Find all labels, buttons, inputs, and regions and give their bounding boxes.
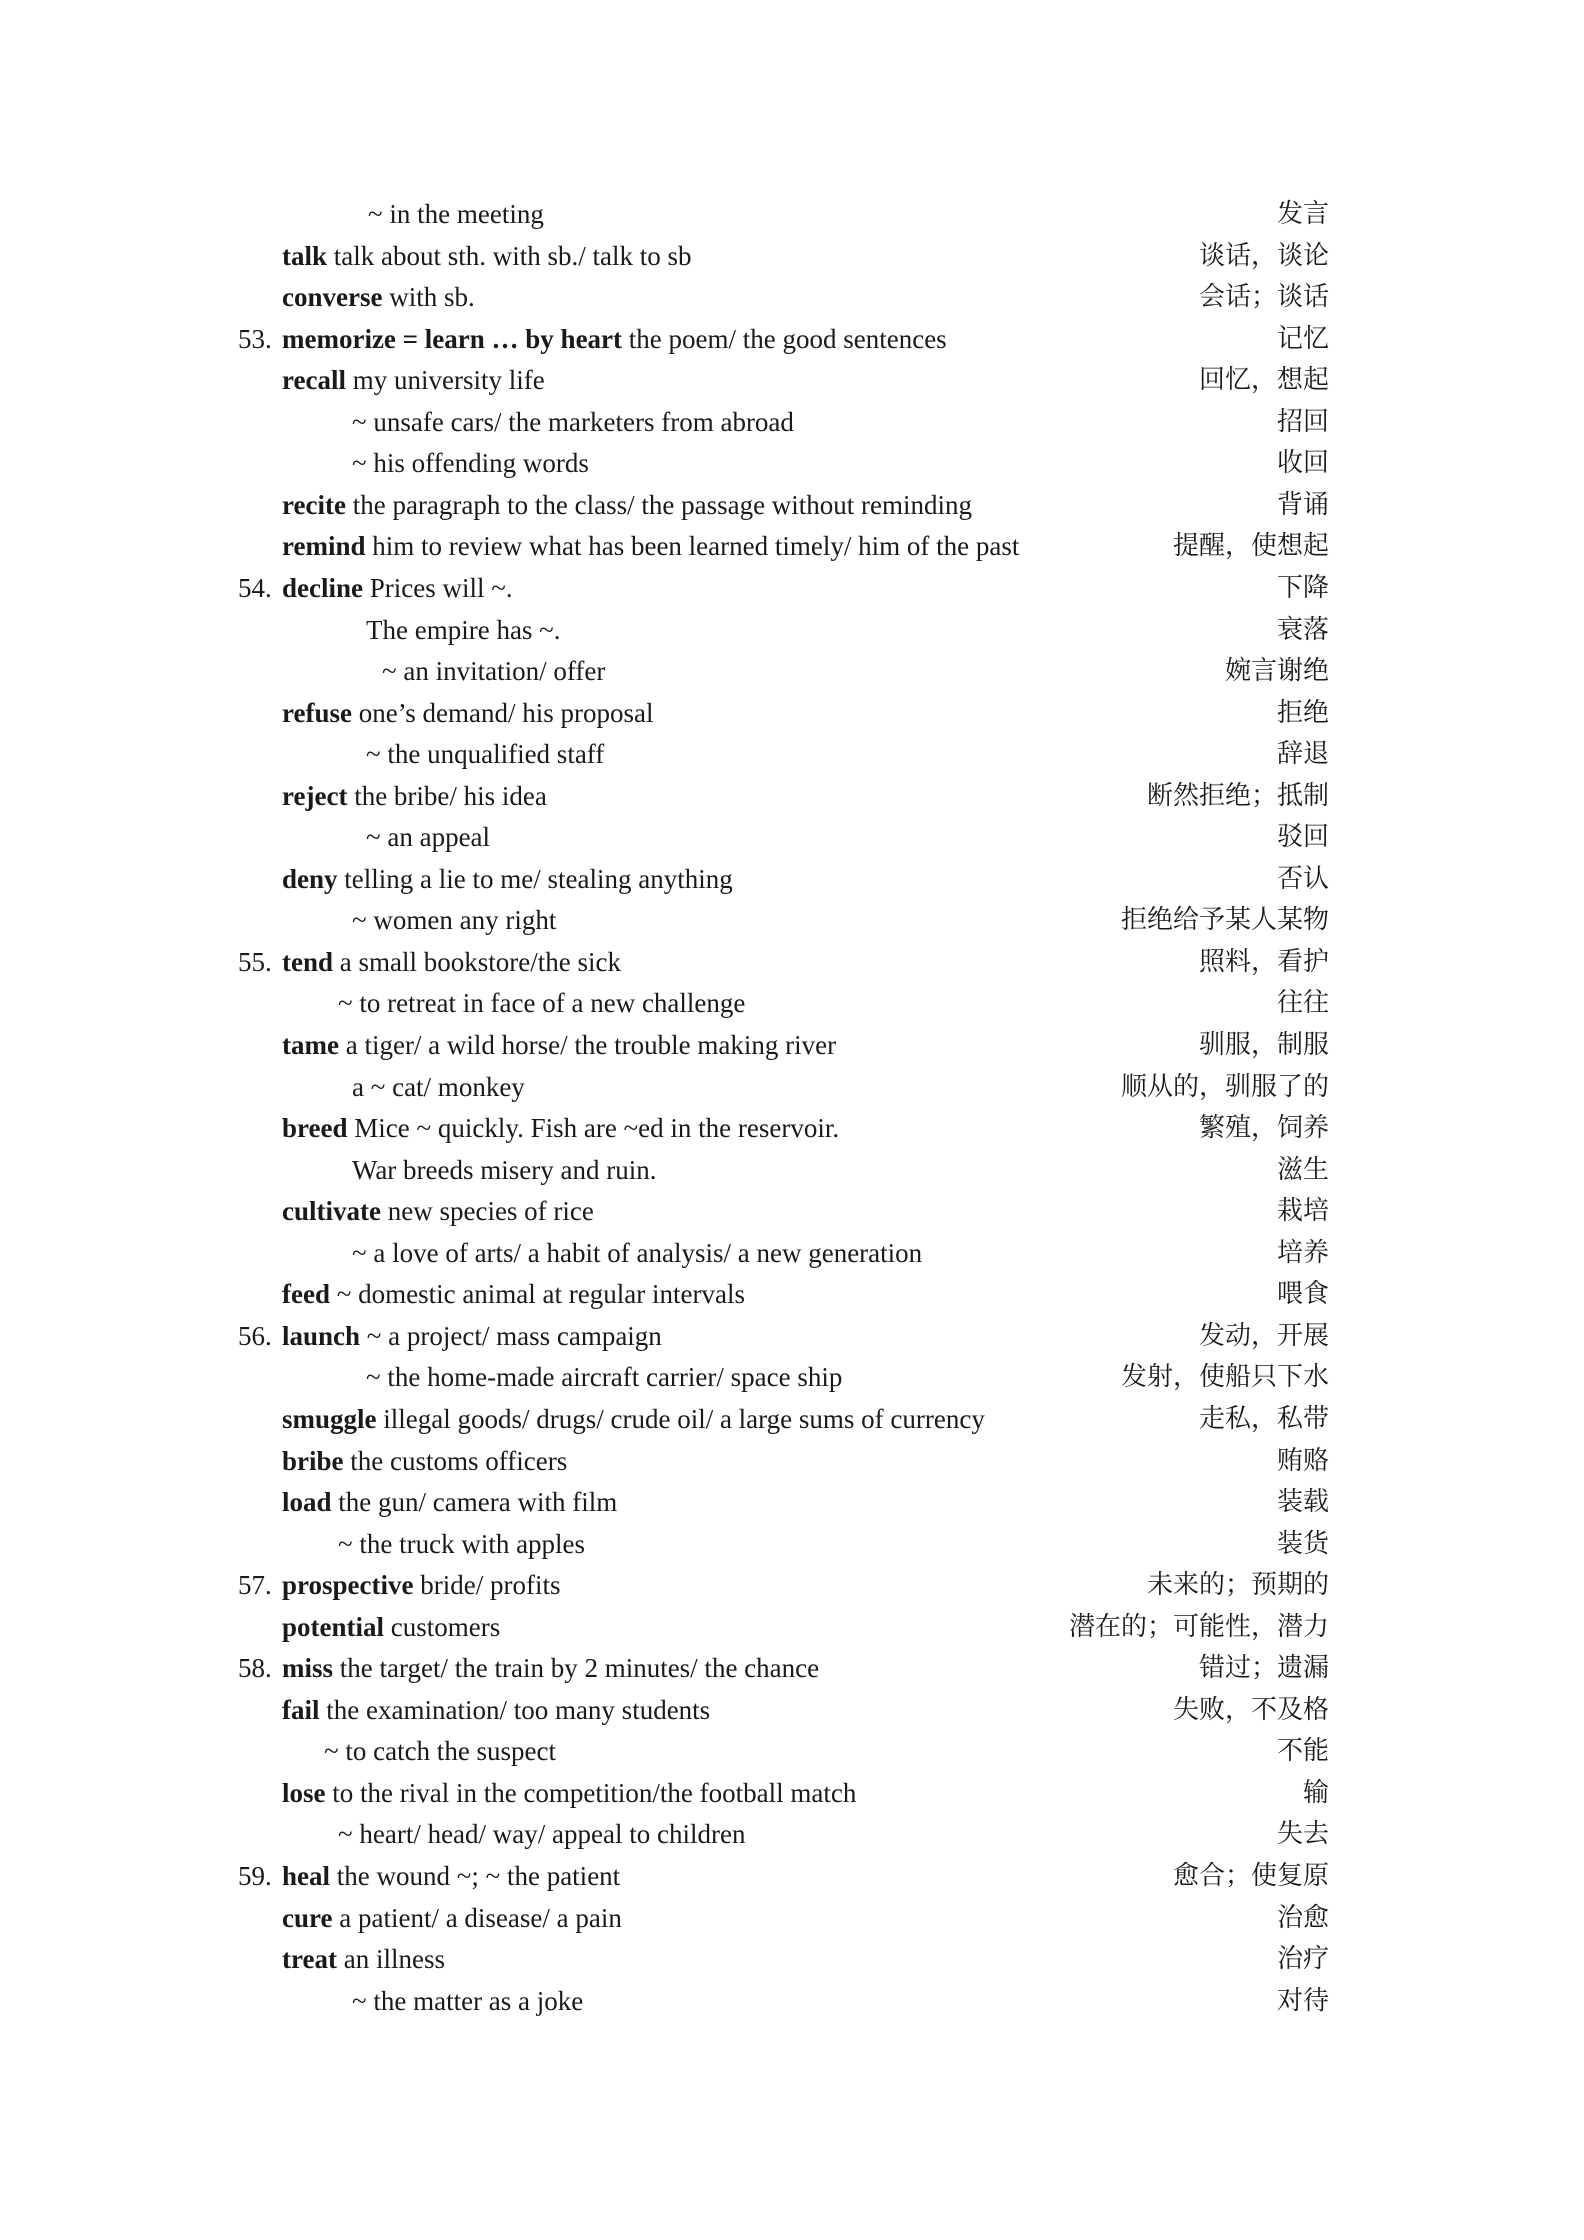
headword: deny (282, 863, 338, 894)
vocab-entry (0, 1067, 1584, 1109)
entry-number: 56. (238, 1320, 272, 1351)
english-phrase (352, 1067, 525, 1109)
chinese-meaning: 婉言谢绝 (1224, 656, 1329, 687)
vocab-entry (0, 1939, 1584, 1981)
english-phrase (352, 1981, 583, 2023)
usage-text: the examination/ too many students (319, 1694, 711, 1725)
chinese-meaning: 记忆 (1276, 323, 1329, 354)
headword: treat (282, 1944, 337, 1975)
usage-text: ~ unsafe cars/ the marketers from abroad (352, 406, 794, 437)
usage-text: the gun/ camera with film (331, 1487, 618, 1518)
headword: potential (282, 1611, 385, 1642)
usage-text: ~ to retreat in face of a new challenge (338, 988, 746, 1019)
vocab-entry (0, 1773, 1584, 1815)
usage-text: ~ a love of arts/ a habit of analysis/ a new generation (352, 1237, 923, 1268)
vocab-entry (0, 900, 1584, 942)
english-phrase (352, 443, 589, 485)
chinese-meaning: 不能 (1276, 1736, 1329, 1767)
vocab-entry (0, 277, 1584, 319)
usage-text: ~ an invitation/ offer (382, 656, 606, 687)
usage-text: the target/ the train by 2 minutes/ the chance (333, 1653, 820, 1684)
chinese-meaning: 会话；谈话 (1198, 282, 1329, 313)
headword: reject (282, 780, 348, 811)
usage-text: ~ the truck with apples (338, 1528, 586, 1559)
vocab-entry (0, 1690, 1584, 1732)
chinese-meaning: 提醒，使想起 (1172, 531, 1329, 562)
english-phrase (366, 1357, 842, 1399)
english-phrase (282, 1025, 836, 1067)
vocab-entry (0, 1607, 1584, 1649)
usage-text: bride/ profits (413, 1570, 561, 1601)
usage-text: a patient/ a disease/ a pain (332, 1902, 622, 1933)
entry-number: 57. (238, 1570, 272, 1601)
chinese-meaning: 回忆，想起 (1198, 365, 1329, 396)
usage-text: The empire has ~. (366, 614, 561, 645)
vocab-entry (0, 236, 1584, 278)
headword: smuggle (282, 1403, 377, 1434)
english-phrase (282, 236, 692, 278)
chinese-meaning: 失败，不及格 (1172, 1694, 1329, 1725)
english-phrase (366, 734, 604, 776)
english-phrase (366, 817, 490, 859)
vocab-entry (0, 1191, 1584, 1233)
headword: heal (282, 1861, 331, 1891)
vocab-entry (0, 485, 1584, 527)
usage-text: with sb. (382, 282, 475, 313)
chinese-meaning: 错过；遗漏 (1198, 1653, 1329, 1684)
headword: memorize = learn … by heart (282, 323, 623, 354)
vocab-entry (0, 817, 1584, 859)
english-phrase (338, 1524, 585, 1566)
vocab-entry (0, 1856, 1584, 1898)
chinese-meaning: 对待 (1276, 1985, 1329, 2016)
vocab-entry (0, 1565, 1584, 1607)
english-phrase (352, 1150, 656, 1192)
usage-text: ~ to catch the suspect (324, 1736, 557, 1767)
chinese-meaning: 断然拒绝；抵制 (1146, 780, 1329, 811)
chinese-meaning: 装货 (1276, 1528, 1329, 1559)
vocab-entry (0, 1316, 1584, 1358)
usage-text: the poem/ the good sentences (622, 323, 947, 354)
usage-text: ~ domestic animal at regular intervals (329, 1279, 745, 1310)
vocab-entry (0, 1357, 1584, 1399)
usage-text: my university life (345, 365, 545, 396)
english-phrase (282, 526, 1019, 568)
vocab-entry (0, 776, 1584, 818)
english-phrase (282, 1191, 594, 1233)
headword: remind (282, 531, 366, 562)
english-phrase (282, 859, 733, 901)
chinese-meaning: 驯服，制服 (1198, 1030, 1329, 1060)
chinese-meaning: 下降 (1276, 572, 1329, 603)
usage-text: ~ in the meeting (368, 199, 544, 229)
headword: fail (282, 1694, 320, 1725)
chinese-meaning: 拒绝给予某人某物 (1120, 905, 1329, 936)
english-phrase (366, 610, 561, 652)
entry-number: 59. (238, 1861, 272, 1891)
vocab-entry (0, 651, 1584, 693)
chinese-meaning: 招回 (1276, 406, 1329, 437)
chinese-meaning: 发言 (1276, 199, 1329, 229)
vocab-entry (0, 942, 1584, 984)
usage-text: Mice ~ quickly. Fish are ~ed in the reservoir. (347, 1113, 840, 1144)
english-phrase (338, 1814, 745, 1856)
headword: breed (282, 1113, 348, 1144)
vocab-entry (0, 693, 1584, 735)
vocab-entry (0, 402, 1584, 444)
entry-number: 58. (238, 1653, 272, 1684)
vocab-entry (0, 1025, 1584, 1067)
english-phrase (282, 277, 475, 319)
headword: prospective (282, 1570, 414, 1601)
headword: talk (282, 240, 328, 271)
chinese-meaning: 衰落 (1276, 614, 1329, 645)
usage-text: an illness (336, 1944, 445, 1975)
headword: launch (282, 1320, 361, 1351)
vocab-entry (0, 1482, 1584, 1524)
english-phrase (368, 194, 544, 236)
vocab-entry (0, 443, 1584, 485)
usage-text: talk about sth. with sb./ talk to sb (327, 240, 692, 271)
vocab-entry (0, 319, 1584, 361)
vocab-entry (0, 1399, 1584, 1441)
usage-text: War breeds misery and ruin. (352, 1154, 657, 1185)
chinese-meaning: 失去 (1276, 1819, 1329, 1850)
chinese-meaning: 发射，使船只下水 (1120, 1362, 1329, 1393)
headword: cultivate (282, 1196, 381, 1227)
entry-number: 54. (238, 572, 272, 603)
usage-text: ~ an appeal (366, 822, 491, 853)
headword: recite (282, 489, 346, 520)
usage-text: new species of rice (380, 1196, 594, 1227)
usage-text: Prices will ~. (363, 572, 513, 603)
english-phrase (282, 1607, 500, 1649)
chinese-meaning: 往往 (1276, 988, 1329, 1019)
headword: recall (282, 365, 346, 396)
vocab-entry (0, 526, 1584, 568)
usage-text: one’s demand/ his proposal (351, 697, 654, 728)
english-phrase (282, 776, 547, 818)
headword: tame (282, 1030, 339, 1060)
chinese-meaning: 治疗 (1276, 1944, 1329, 1975)
english-phrase (282, 1482, 617, 1524)
english-phrase (352, 402, 794, 444)
english-phrase (282, 1565, 560, 1607)
english-phrase (282, 485, 972, 527)
chinese-meaning: 培养 (1276, 1237, 1329, 1268)
headword: lose (282, 1777, 326, 1808)
vocab-entry (0, 859, 1584, 901)
chinese-meaning: 顺从的，驯服了的 (1120, 1071, 1329, 1102)
chinese-meaning: 繁殖，饲养 (1198, 1113, 1329, 1144)
chinese-meaning: 贿赂 (1276, 1445, 1329, 1476)
usage-text: the customs officers (343, 1445, 568, 1476)
english-phrase (282, 942, 621, 984)
chinese-meaning: 潜在的；可能性，潜力 (1068, 1611, 1329, 1642)
usage-text: a tiger/ a wild horse/ the trouble making river (338, 1030, 837, 1060)
english-phrase (282, 693, 653, 735)
english-phrase (338, 983, 745, 1025)
vocab-entry (0, 1981, 1584, 2023)
usage-text: telling a lie to me/ stealing anything (337, 863, 733, 894)
english-phrase (282, 360, 545, 402)
usage-text: him to review what has been learned timely/ him of the past (365, 531, 1020, 562)
headword: cure (282, 1902, 333, 1933)
chinese-meaning: 发动，开展 (1198, 1320, 1329, 1351)
chinese-meaning: 谈话，谈论 (1198, 240, 1329, 271)
vocab-entry (0, 194, 1584, 236)
vocab-entry (0, 610, 1584, 652)
chinese-meaning: 收回 (1276, 448, 1329, 479)
usage-text: illegal goods/ drugs/ crude oil/ a large sums of currency (376, 1403, 985, 1434)
headword: load (282, 1487, 332, 1518)
english-phrase (324, 1731, 556, 1773)
vocab-entry (0, 734, 1584, 776)
chinese-meaning: 辞退 (1276, 739, 1329, 770)
usage-text: ~ women any right (352, 905, 557, 936)
vocab-entry (0, 1524, 1584, 1566)
english-phrase (352, 1233, 922, 1275)
vocab-entry (0, 1274, 1584, 1316)
english-phrase (382, 651, 605, 693)
english-phrase (282, 1898, 622, 1940)
english-phrase (282, 1856, 620, 1898)
english-phrase (282, 1939, 445, 1981)
english-phrase (282, 1316, 662, 1358)
chinese-meaning: 拒绝 (1276, 697, 1329, 728)
vocab-entry (0, 1731, 1584, 1773)
usage-text: the wound ~; ~ the patient (330, 1861, 621, 1891)
english-phrase (282, 1441, 567, 1483)
vocab-entry (0, 1898, 1584, 1940)
headword: miss (282, 1653, 334, 1684)
chinese-meaning: 否认 (1276, 863, 1329, 894)
usage-text: ~ his offending words (352, 448, 589, 479)
headword: decline (282, 572, 363, 603)
vocab-entry (0, 360, 1584, 402)
usage-text: the bribe/ his idea (347, 780, 547, 811)
chinese-meaning: 照料，看护 (1198, 946, 1329, 977)
usage-text: a ~ cat/ monkey (352, 1071, 525, 1102)
chinese-meaning: 未来的；预期的 (1146, 1570, 1329, 1601)
vocab-entry (0, 1233, 1584, 1275)
vocab-entry (0, 1150, 1584, 1192)
usage-text: ~ the matter as a joke (352, 1985, 584, 2016)
chinese-meaning: 输 (1302, 1777, 1329, 1808)
usage-text: ~ the unqualified staff (366, 739, 605, 770)
english-phrase (282, 1648, 819, 1690)
usage-text: ~ a project/ mass campaign (360, 1320, 662, 1351)
headword: converse (282, 282, 383, 313)
entry-number: 55. (238, 946, 272, 977)
headword: bribe (282, 1445, 344, 1476)
headword: refuse (282, 697, 352, 728)
vocab-entry (0, 1814, 1584, 1856)
english-phrase (282, 568, 513, 610)
chinese-meaning: 栽培 (1276, 1196, 1329, 1227)
entry-number: 53. (238, 323, 272, 354)
english-phrase (282, 1399, 985, 1441)
headword: tend (282, 946, 334, 977)
english-phrase (282, 319, 947, 361)
vocab-entry (0, 1108, 1584, 1150)
vocab-entry (0, 568, 1584, 610)
chinese-meaning: 装载 (1276, 1487, 1329, 1518)
headword: feed (282, 1279, 330, 1310)
english-phrase (282, 1108, 839, 1150)
chinese-meaning: 走私，私带 (1198, 1403, 1329, 1434)
usage-text: the paragraph to the class/ the passage without reminding (345, 489, 973, 520)
english-phrase (352, 900, 556, 942)
vocab-entry (0, 1648, 1584, 1690)
chinese-meaning: 喂食 (1276, 1279, 1329, 1310)
usage-text: a small bookstore/the sick (333, 946, 621, 977)
chinese-meaning: 愈合；使复原 (1172, 1861, 1329, 1891)
chinese-meaning: 背诵 (1276, 489, 1329, 520)
english-phrase (282, 1690, 710, 1732)
english-phrase (282, 1773, 856, 1815)
vocab-entry (0, 983, 1584, 1025)
usage-text: to the rival in the competition/the football match (325, 1777, 857, 1808)
usage-text: customers (384, 1611, 501, 1642)
chinese-meaning: 滋生 (1276, 1154, 1329, 1185)
usage-text: ~ the home-made aircraft carrier/ space ship (366, 1362, 843, 1393)
chinese-meaning: 驳回 (1276, 822, 1329, 853)
usage-text: ~ heart/ head/ way/ appeal to children (338, 1819, 746, 1850)
english-phrase (282, 1274, 745, 1316)
vocab-entry (0, 1441, 1584, 1483)
chinese-meaning: 治愈 (1276, 1902, 1329, 1933)
